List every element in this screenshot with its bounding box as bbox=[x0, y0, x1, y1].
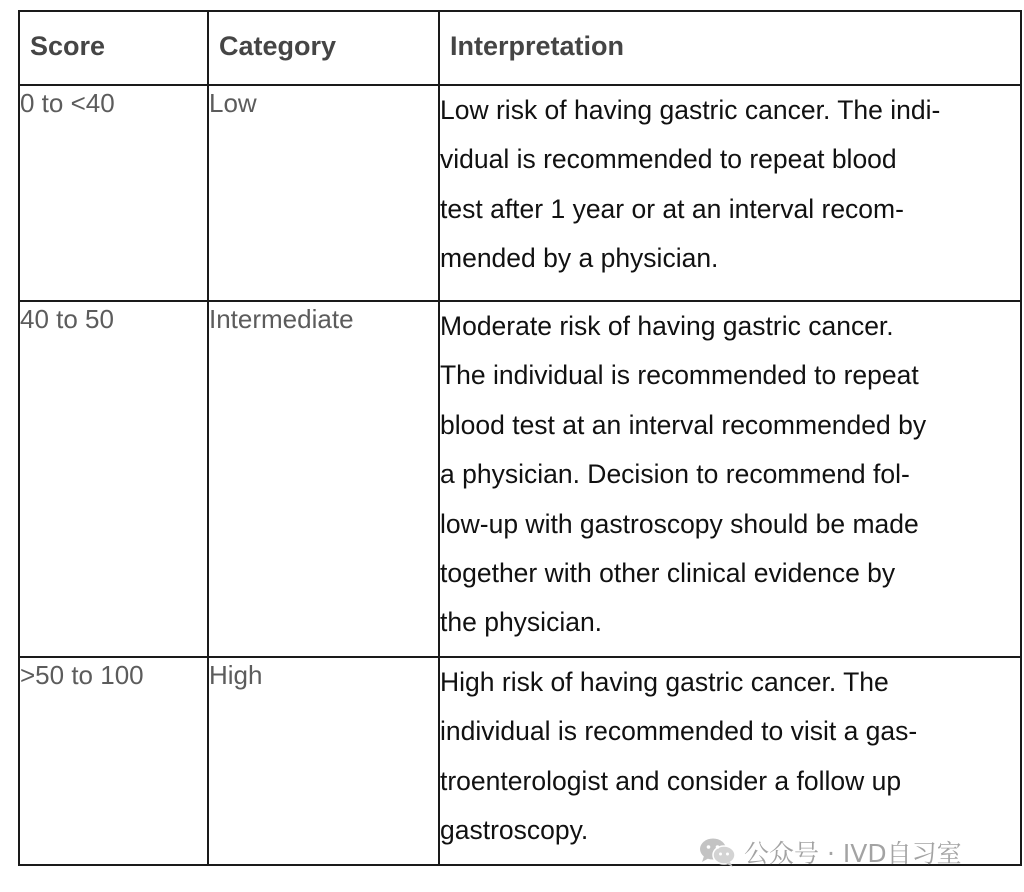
score-cell: 40 to 50 bbox=[19, 301, 208, 657]
watermark bbox=[698, 835, 962, 869]
interpretation-cell: Low risk of having gastric cancer. The indi- vidual is recommended to repeat blood test after 1 year or at an interval recom- mended by a physician. bbox=[439, 85, 1021, 301]
interpretation-cell: High risk of having gastric cancer. The individual is recommended to visit a gas- troenterologist and consider a follow up gastroscopy. bbox=[439, 657, 1021, 865]
category-cell: Low bbox=[208, 85, 439, 301]
header-interpretation: Interpretation bbox=[439, 11, 1021, 85]
table-header-row bbox=[19, 11, 1021, 85]
interpretation-cell: Moderate risk of having gastric cancer. The individual is recommended to repeat blood test at an interval recommended by a physician. Decision to recommend fol- low-up with gastroscopy should be made together with other clinical evidence by the physician. bbox=[439, 301, 1021, 657]
category-cell: Intermediate bbox=[208, 301, 439, 657]
wechat-icon bbox=[698, 836, 738, 868]
risk-score-table bbox=[18, 10, 1022, 866]
score-cell: 0 to <40 bbox=[19, 85, 208, 301]
header-score: Score bbox=[19, 11, 208, 85]
watermark-text: 公众号 · IVD自习室 bbox=[744, 839, 962, 868]
table-row-low bbox=[19, 85, 1021, 301]
score-cell: >50 to 100 bbox=[19, 657, 208, 865]
table-row-intermediate bbox=[19, 301, 1021, 657]
category-cell: High bbox=[208, 657, 439, 865]
header-category: Category bbox=[208, 11, 439, 85]
